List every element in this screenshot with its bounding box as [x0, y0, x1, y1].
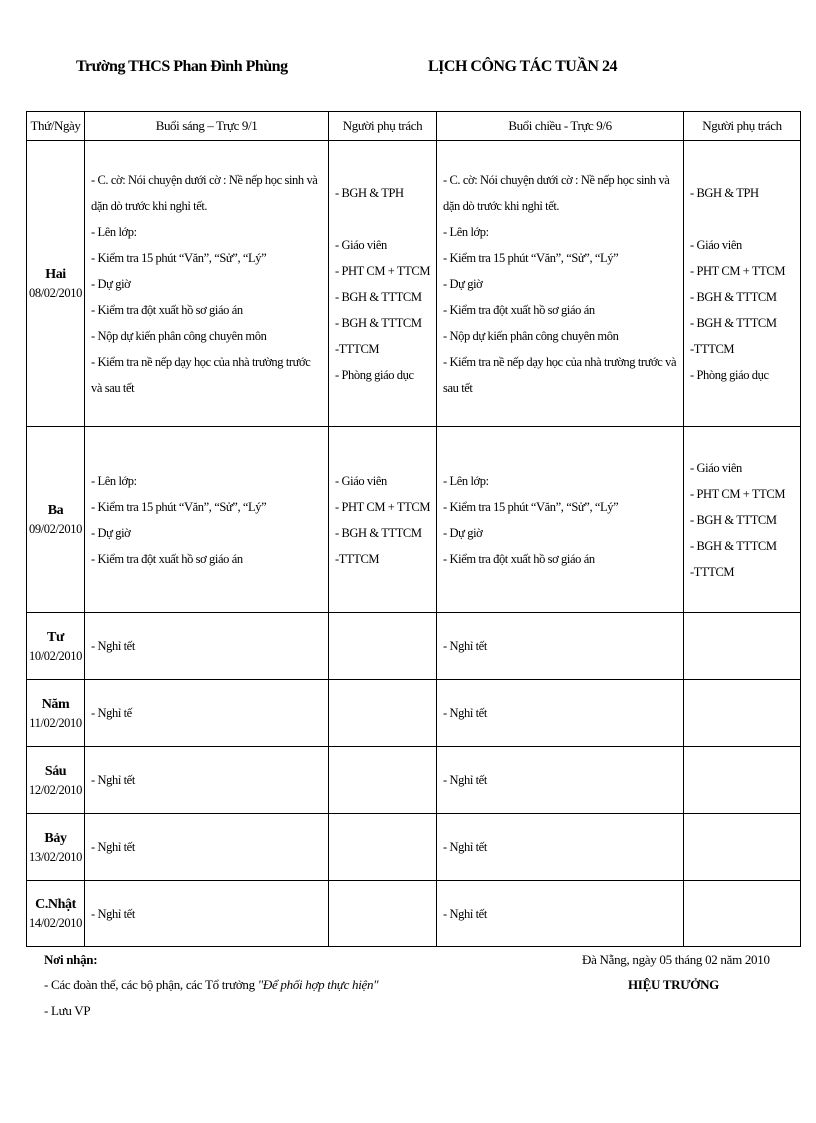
- cell-line: - Lên lớp:: [443, 224, 489, 239]
- cell-line: - PHT CM + TTCM: [335, 499, 431, 514]
- cell-line: - Kiểm tra 15 phút “Văn”, “Sử”, “Lý”: [443, 499, 619, 514]
- morning-resp-cell: [329, 427, 437, 613]
- afternoon-cell: [437, 613, 684, 680]
- day-name: Ba: [47, 503, 64, 518]
- day-cell: [27, 814, 85, 881]
- table-row: [27, 427, 801, 613]
- day-date: 14/02/2010: [29, 916, 82, 930]
- morning-resp-cell: [329, 141, 437, 427]
- cell-lines: [85, 765, 328, 795]
- day-name: Tư: [47, 629, 64, 645]
- cell-line: - Nộp dự kiến phân công chuyên môn: [91, 328, 267, 343]
- day-date: 13/02/2010: [29, 849, 82, 864]
- table-row: [27, 141, 801, 427]
- afternoon-cell: [437, 747, 684, 814]
- cell-lines: [684, 178, 800, 390]
- column-header: Buổi chiều - Trực 9/6: [437, 112, 684, 141]
- cell-lines: [85, 899, 328, 929]
- cell-lines: [85, 466, 328, 574]
- cell-line: -TTTCM: [690, 341, 735, 356]
- cell-line: - Kiểm tra nề nếp dạy học của nhà trường trước và sau tết: [91, 354, 311, 395]
- morning-cell: [85, 141, 329, 427]
- cell-line: - BGH & TTTCM: [335, 289, 422, 304]
- morning-cell: [85, 680, 329, 747]
- cell-line: - Kiểm tra 15 phút “Văn”, “Sử”, “Lý”: [443, 250, 619, 265]
- day-date: 09/02/2010: [29, 522, 82, 536]
- day-date: 10/02/2010: [29, 648, 82, 663]
- page-title: LỊCH CÔNG TÁC TUẦN 24: [428, 58, 617, 75]
- cell-line: - PHT CM + TTCM: [690, 263, 786, 278]
- column-header: Người phụ trách: [329, 112, 437, 141]
- cell-line: - Giáo viên: [335, 473, 387, 488]
- day-cell: [27, 747, 85, 814]
- date-line: Đà Nẵng, ngày 05 tháng 02 năm 2010: [582, 952, 770, 967]
- day-date: 11/02/2010: [29, 715, 82, 730]
- signer-title: HIỆU TRƯỞNG: [628, 977, 719, 992]
- afternoon-resp-cell: [684, 141, 801, 427]
- day-date: 08/02/2010: [29, 286, 82, 300]
- morning-cell: [85, 613, 329, 680]
- table-row: [27, 613, 801, 680]
- cell-line: - Giáo viên: [690, 237, 742, 252]
- cell-line: - Nghỉ tết: [443, 906, 487, 921]
- afternoon-resp-cell: [684, 613, 801, 680]
- afternoon-resp-cell: [684, 881, 801, 947]
- cell-line: - Nộp dự kiến phân công chuyên môn: [443, 328, 619, 343]
- cell-line: - Dự giờ: [443, 525, 483, 540]
- day-name: Năm: [41, 696, 70, 712]
- column-header: Người phụ trách: [684, 112, 801, 141]
- cell-line: - C. cờ: Nói chuyện dưới cờ : Nề nếp học sinh và dặn dò trước khi nghỉ tết.: [91, 172, 318, 213]
- cell-lines: [329, 466, 436, 574]
- cell-line: - BGH & TTTCM: [335, 525, 422, 540]
- cell-lines: [437, 631, 683, 661]
- cell-line: -TTTCM: [335, 341, 380, 356]
- morning-resp-cell: [329, 747, 437, 814]
- cell-line: -TTTCM: [690, 564, 735, 579]
- recipient-text: - Các đoàn thể, các bộ phận, các Tổ trưởng: [44, 977, 258, 992]
- cell-line: - Lên lớp:: [91, 224, 137, 239]
- cell-lines: [85, 832, 328, 862]
- day-cell: [27, 613, 85, 680]
- cell-lines: [437, 832, 683, 862]
- cell-line: - BGH & TTTCM: [690, 512, 777, 527]
- cell-line: - Kiểm tra đột xuất hồ sơ giáo án: [443, 302, 595, 317]
- recipient-line-2: - Lưu VP: [44, 1003, 91, 1018]
- morning-cell: [85, 814, 329, 881]
- cell-lines: [85, 631, 328, 661]
- morning-cell: [85, 747, 329, 814]
- afternoon-cell: [437, 881, 684, 947]
- afternoon-resp-cell: [684, 680, 801, 747]
- morning-resp-cell: [329, 881, 437, 947]
- cell-lines: [85, 165, 328, 403]
- cell-line: - Kiểm tra đột xuất hồ sơ giáo án: [443, 551, 595, 566]
- cell-line: - BGH & TTTCM: [690, 315, 777, 330]
- cell-line: - Nghỉ tết: [443, 706, 487, 720]
- cell-line: - Phòng giáo dục: [335, 367, 414, 382]
- afternoon-cell: [437, 427, 684, 613]
- cell-line: - Kiểm tra 15 phút “Văn”, “Sử”, “Lý”: [91, 499, 267, 514]
- cell-line: - Phòng giáo dục: [690, 367, 769, 382]
- cell-line: - BGH & TPH: [690, 185, 759, 200]
- day-name: C.Nhật: [35, 897, 76, 912]
- afternoon-resp-cell: [684, 814, 801, 881]
- cell-line: - Nghỉ tết: [91, 639, 135, 653]
- cell-line: - Dự giờ: [443, 276, 483, 291]
- cell-line: - Nghỉ tết: [443, 639, 487, 653]
- cell-line: - Nghỉ tết: [91, 906, 135, 921]
- cell-line: - Dự giờ: [91, 276, 131, 291]
- cell-line: - PHT CM + TTCM: [690, 486, 786, 501]
- recipients-label: Nơi nhận:: [44, 952, 98, 967]
- cell-line: - Kiểm tra đột xuất hồ sơ giáo án: [91, 551, 243, 566]
- cell-line: - Nghỉ tết: [443, 773, 487, 787]
- cell-lines: [329, 912, 436, 916]
- morning-cell: [85, 427, 329, 613]
- cell-lines: [329, 778, 436, 782]
- cell-line: - BGH & TTTCM: [335, 315, 422, 330]
- day-name: Bảy: [44, 830, 67, 846]
- table-header-row: [27, 112, 801, 141]
- cell-lines: [85, 698, 328, 728]
- cell-line: - Nghỉ tết: [443, 840, 487, 854]
- cell-line: - Nghỉ tết: [91, 840, 135, 854]
- day-date: 12/02/2010: [29, 782, 82, 797]
- cell-lines: [684, 644, 800, 648]
- cell-lines: [437, 466, 683, 574]
- day-cell: [27, 680, 85, 747]
- morning-resp-cell: [329, 680, 437, 747]
- cell-line: - Giáo viên: [335, 237, 387, 252]
- column-header: Buổi sáng – Trực 9/1: [85, 112, 329, 141]
- cell-lines: [684, 778, 800, 782]
- cell-line: [335, 206, 432, 232]
- afternoon-cell: [437, 141, 684, 427]
- day-cell: [27, 881, 85, 947]
- cell-line: - Lên lớp:: [443, 473, 489, 488]
- recipient-note: "Để phối hợp thực hiện": [257, 977, 379, 992]
- recipient-line-1: [44, 977, 378, 993]
- cell-line: - Giáo viên: [690, 460, 742, 475]
- morning-resp-cell: [329, 814, 437, 881]
- column-header: Thứ/Ngày: [27, 112, 85, 141]
- cell-lines: [329, 644, 436, 648]
- schedule-table: [26, 111, 801, 947]
- school-name: Trường THCS Phan Đình Phùng: [76, 58, 288, 75]
- cell-line: -TTTCM: [335, 551, 380, 566]
- table-row: [27, 680, 801, 747]
- cell-lines: [684, 845, 800, 849]
- table-row: [27, 814, 801, 881]
- cell-line: - PHT CM + TTCM: [335, 263, 431, 278]
- cell-lines: [684, 453, 800, 587]
- cell-lines: [437, 165, 683, 403]
- afternoon-cell: [437, 680, 684, 747]
- afternoon-resp-cell: [684, 747, 801, 814]
- cell-line: - C. cờ: Nói chuyện dưới cờ : Nề nếp học sinh và dặn dò trước khi nghỉ tết.: [443, 172, 670, 213]
- afternoon-cell: [437, 814, 684, 881]
- day-name: Hai: [45, 267, 66, 282]
- cell-lines: [329, 711, 436, 715]
- cell-line: - BGH & TTTCM: [690, 289, 777, 304]
- day-cell: [27, 141, 85, 427]
- cell-lines: [329, 178, 436, 390]
- cell-line: - Kiểm tra nề nếp dạy học của nhà trường trước và sau tết: [443, 354, 677, 395]
- cell-line: [690, 206, 796, 232]
- table-row: [27, 881, 801, 947]
- cell-lines: [437, 765, 683, 795]
- day-cell: [27, 427, 85, 613]
- cell-line: - Dự giờ: [91, 525, 131, 540]
- cell-line: - Lên lớp:: [91, 473, 137, 488]
- cell-lines: [684, 912, 800, 916]
- cell-lines: [437, 899, 683, 929]
- cell-line: - BGH & TTTCM: [690, 538, 777, 553]
- cell-line: - BGH & TPH: [335, 185, 404, 200]
- table-row: [27, 747, 801, 814]
- cell-lines: [684, 711, 800, 715]
- cell-line: - Nghỉ tết: [91, 773, 135, 787]
- cell-line: - Nghỉ tế: [91, 706, 132, 720]
- cell-lines: [437, 698, 683, 728]
- cell-line: - Kiểm tra 15 phút “Văn”, “Sử”, “Lý”: [91, 250, 267, 265]
- afternoon-resp-cell: [684, 427, 801, 613]
- cell-line: - Kiểm tra đột xuất hồ sơ giáo án: [91, 302, 243, 317]
- morning-cell: [85, 881, 329, 947]
- cell-lines: [329, 845, 436, 849]
- day-name: Sáu: [44, 763, 67, 779]
- morning-resp-cell: [329, 613, 437, 680]
